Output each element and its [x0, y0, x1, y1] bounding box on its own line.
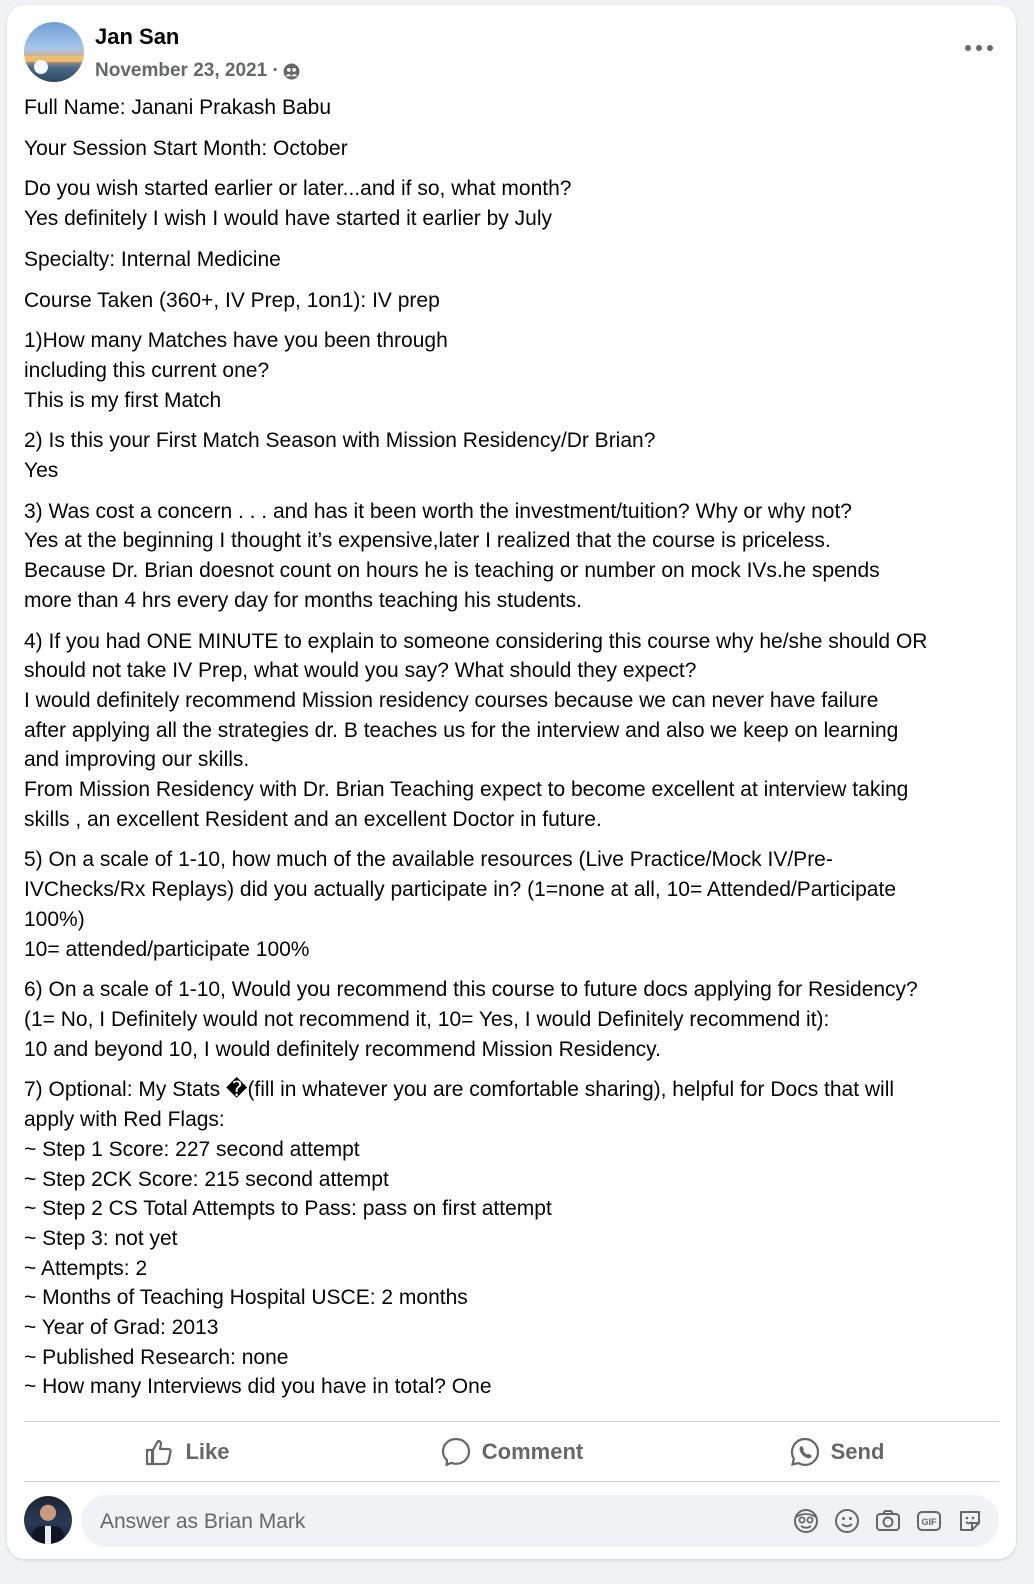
post-meta — [95, 60, 300, 82]
post-paragraph: Course Taken (360+, IV Prep, 1on1): IV prep — [24, 288, 440, 312]
camera-icon[interactable] — [874, 1507, 902, 1535]
more-options-icon[interactable] — [959, 36, 999, 60]
like-button[interactable] — [24, 1423, 349, 1481]
post-body — [24, 93, 1004, 1413]
post-date[interactable]: November 23, 2021 · — [95, 60, 279, 81]
post-paragraph: Your Session Start Month: October — [24, 136, 348, 160]
sticker-icon[interactable] — [956, 1507, 984, 1535]
send-label: Send — [830, 1439, 885, 1464]
post-paragraph: 3) Was cost a concern . . . and has it been worth the investment/tuition? Why or why not? Yes at the beginning I thought it’s expensive,later I realized that the course is priceless. Because Dr. Brian doesnot count on hours he is teaching or number on mock IVs.he spends more than 4 hrs every day for months teaching his students. — [24, 499, 880, 612]
comment-input[interactable] — [98, 1495, 762, 1549]
whatsapp-icon — [789, 1436, 821, 1468]
like-label: Like — [185, 1439, 230, 1464]
post-paragraph: 2) Is this your First Match Season with Mission Residency/Dr Brian? Yes — [24, 429, 656, 483]
emoji-icon[interactable] — [833, 1507, 861, 1535]
post-paragraph: 5) On a scale of 1-10, how much of the available resources (Live Practice/Mock IV/Pre- IVChecks/Rx Replays) did you actually participate in? (1=none at all, 10= Attended/Participate 100%) 10= attended/participate 100% — [24, 848, 897, 961]
post-paragraph: 4) If you had ONE MINUTE to explain to someone considering this course why he/she should OR should not take IV Prep, what would you say? What should they expect? I would definitely recommend Mission residency courses because we can never have failure after applying all the strategies dr. B teaches us for the interview and also we keep on learning and improving our skills. From Mission Residency with Dr. Brian Teaching expect to become excellent at interview taking skills , an excellent Resident and an excellent Doctor in future. — [24, 629, 928, 831]
group-icon — [283, 63, 300, 80]
divider — [24, 1481, 999, 1482]
post-paragraph: 7) Optional: My Stats �(fill in whatever you are comfortable sharing), helpful for Docs that will apply with Red Flags: ~ Step 1 Score: 227 second attempt ~ Step 2CK Score: 215 second attempt ~ Step 2 CS Total Attempts to Pass: pass on first attempt ~ Step 3: not yet ~ Attempts: 2 ~ Months of Teaching Hospital USCE: 2 months ~ Year of Grad: 2013 ~ Published Research: none ~ How many Interviews did you have in total? One — [24, 1078, 895, 1399]
post-paragraph: Do you wish started earlier or later...and if so, what month? Yes definitely I wish I would have started it earlier by July — [24, 177, 572, 231]
post-paragraph: 1)How many Matches have you been through including this current one? This is my first Match — [24, 329, 448, 412]
comment-bubble-icon — [440, 1436, 472, 1468]
post-card — [7, 5, 1016, 1559]
author-name[interactable]: Jan San — [95, 24, 180, 49]
comment-input-box[interactable] — [81, 1495, 999, 1547]
comment-label: Comment — [481, 1439, 584, 1464]
thumbs-up-icon — [143, 1436, 175, 1468]
post-header — [24, 20, 999, 84]
post-paragraph: Full Name: Janani Prakash Babu — [24, 96, 331, 119]
post-paragraph: Specialty: Internal Medicine — [24, 247, 281, 271]
post-paragraph: 6) On a scale of 1-10, Would you recommend this course to future docs applying for Residency? (1= No, I Definitely would not recommend it, 10= Yes, I would Definitely recommend it): 10 and beyond 10, I would definitely recommend Mission Residency. — [24, 978, 918, 1061]
svg-text:GIF: GIF — [921, 1517, 937, 1527]
action-bar — [24, 1423, 999, 1481]
divider — [24, 1421, 999, 1422]
comment-composer — [24, 1495, 999, 1547]
send-button[interactable] — [674, 1423, 999, 1481]
user-avatar[interactable] — [24, 1496, 72, 1544]
avatar-sticker-icon[interactable] — [792, 1507, 820, 1535]
gif-icon[interactable] — [915, 1507, 943, 1535]
author-avatar[interactable] — [24, 22, 84, 82]
comment-button[interactable] — [349, 1423, 674, 1481]
